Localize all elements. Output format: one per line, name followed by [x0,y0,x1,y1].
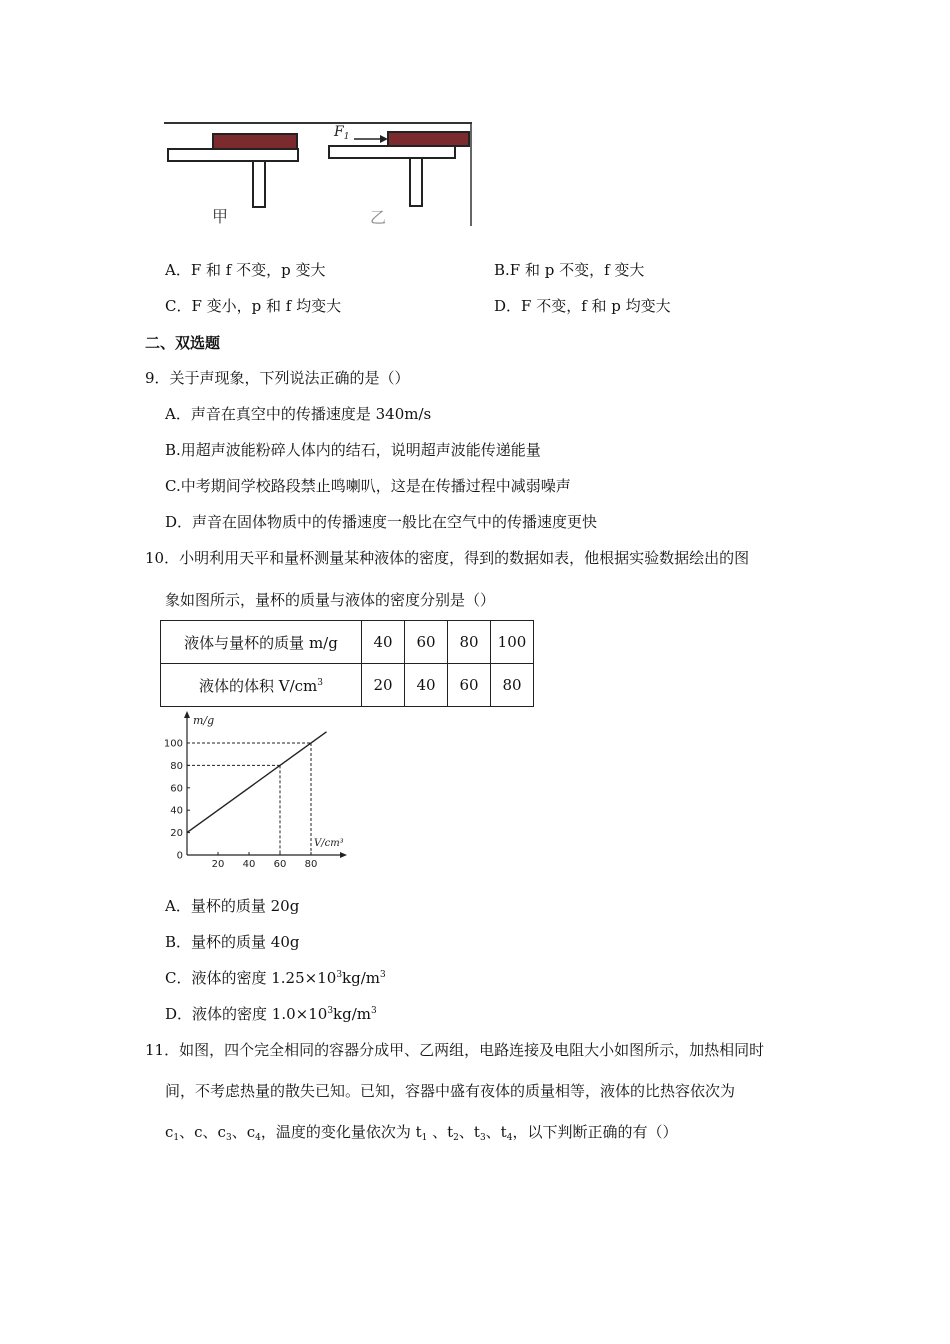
jia-table-leg [253,161,265,207]
f1-arrow-head [380,135,388,143]
text: ，以下判断正确的有（） [512,1123,678,1141]
exponent: 3 [327,1006,334,1016]
x-tick-label: 60 [273,859,287,870]
text: 、t [427,1123,454,1141]
friction-figure [164,122,474,228]
q8-option-a: A．F 和 f 不变，p 变大 [165,261,326,279]
jia-block [213,134,297,149]
x-tick-label: 20 [211,859,225,870]
option-text: C．液体的密度 1.25×10 [165,969,337,987]
text: 、t [485,1123,507,1141]
series-line [187,732,327,833]
q10-option-d [165,1004,377,1024]
x-axis-arrow [340,852,347,858]
x-tick-label: 40 [242,859,256,870]
y-tick-label: 100 [163,738,183,750]
y-axis-arrow [184,711,190,718]
table-cell: 100 [491,621,534,664]
table-row [161,621,534,664]
table-cell: 80 [448,621,491,664]
section-title: 二、双选题 [145,334,221,352]
q9-option-b: B.用超声波能粉碎人体内的结石，说明超声波能传递能量 [165,441,541,459]
table-cell: 40 [405,664,448,707]
text: 、t [458,1123,480,1141]
q10-stem-line1: 10．小明利用天平和量杯测量某种液体的密度，得到的数据如表，他根据实验数据绘出的图 [145,549,750,567]
q8-option-c: C．F 变小，p 和 f 均变大 [165,297,342,315]
q9-option-a: A．声音在真空中的传播速度是 340m/s [165,405,432,423]
yi-table-leg [410,158,422,206]
table-label-sup: 3 [317,677,323,688]
table-cell: 液体与量杯的质量 m/g [161,621,362,664]
subscript: 3 [225,1133,232,1143]
text: c [165,1123,174,1141]
q11-line3 [165,1122,677,1142]
q9-stem: 9．关于声现象，下列说法正确的是（） [145,369,410,387]
unit-text: kg/m [333,1005,372,1023]
table-cell: 20 [362,664,405,707]
yi-table-top [329,146,455,158]
unit-text: kg/m [342,969,381,987]
q8-option-b: B.F 和 p 不变，f 变大 [494,261,645,279]
option-text: D．液体的密度 1.0×10 [165,1005,328,1023]
table-cell: 40 [362,621,405,664]
text: ，温度的变化量依次为 t [260,1123,422,1141]
y-tick-label: 40 [170,805,183,817]
subscript: 4 [506,1133,513,1143]
jia-table-top [168,149,298,161]
q11-line2: 间，不考虑热量的散失已知。已知，容器中盛有夜体的质量相等，液体的比热容依次为 [165,1082,736,1100]
q10-stem-line2: 象如图所示，量杯的质量与液体的密度分别是（） [165,591,496,609]
exponent: 3 [371,1006,377,1016]
q8-option-d: D．F 不变，f 和 p 均变大 [494,297,671,315]
exponent: 3 [336,970,343,980]
subscript: 3 [479,1133,486,1143]
table-cell [161,664,362,707]
table-cell: 80 [491,664,534,707]
yi-label: 乙 [370,208,387,227]
y-tick-label: 20 [170,828,183,840]
subscript: 1 [173,1133,180,1143]
q11-line1: 11．如图，四个完全相同的容器分成甲、乙两组，电路连接及电阻大小如图所示，加热相同时 [145,1041,765,1059]
x-tick-label: 80 [304,859,318,870]
y-tick-label: 80 [170,760,183,772]
y-tick-label: 0 [176,850,183,862]
subscript: 1 [421,1133,428,1143]
text: 、c [231,1123,256,1141]
y-axis-label: m/g [193,714,215,727]
table-cell: 60 [405,621,448,664]
jia-label: 甲 [212,207,229,226]
table-label-text: 液体的体积 V/cm [198,676,318,695]
q10-option-b: B．量杯的质量 40g [165,933,300,951]
text: 、c、c [179,1123,226,1141]
q10-option-a: A．量杯的质量 20g [165,897,300,915]
yi-block [388,132,469,146]
q9-option-d: D．声音在固体物质中的传播速度一般比在空气中的传播速度更快 [165,513,598,531]
x-axis-label: V/cm³ [314,838,344,849]
q9-option-c: C.中考期间学校路段禁止鸣喇叭，这是在传播过程中减弱噪声 [165,477,571,495]
subscript: 4 [255,1133,261,1143]
data-table [160,620,534,707]
table-row [161,664,534,707]
mass-volume-chart [162,710,348,870]
q10-option-c [165,968,386,988]
subscript: 2 [453,1133,459,1143]
table-cell: 60 [448,664,491,707]
exponent: 3 [380,970,386,980]
f1-label: $F_1$ [334,124,350,142]
y-tick-label: 60 [170,783,183,795]
